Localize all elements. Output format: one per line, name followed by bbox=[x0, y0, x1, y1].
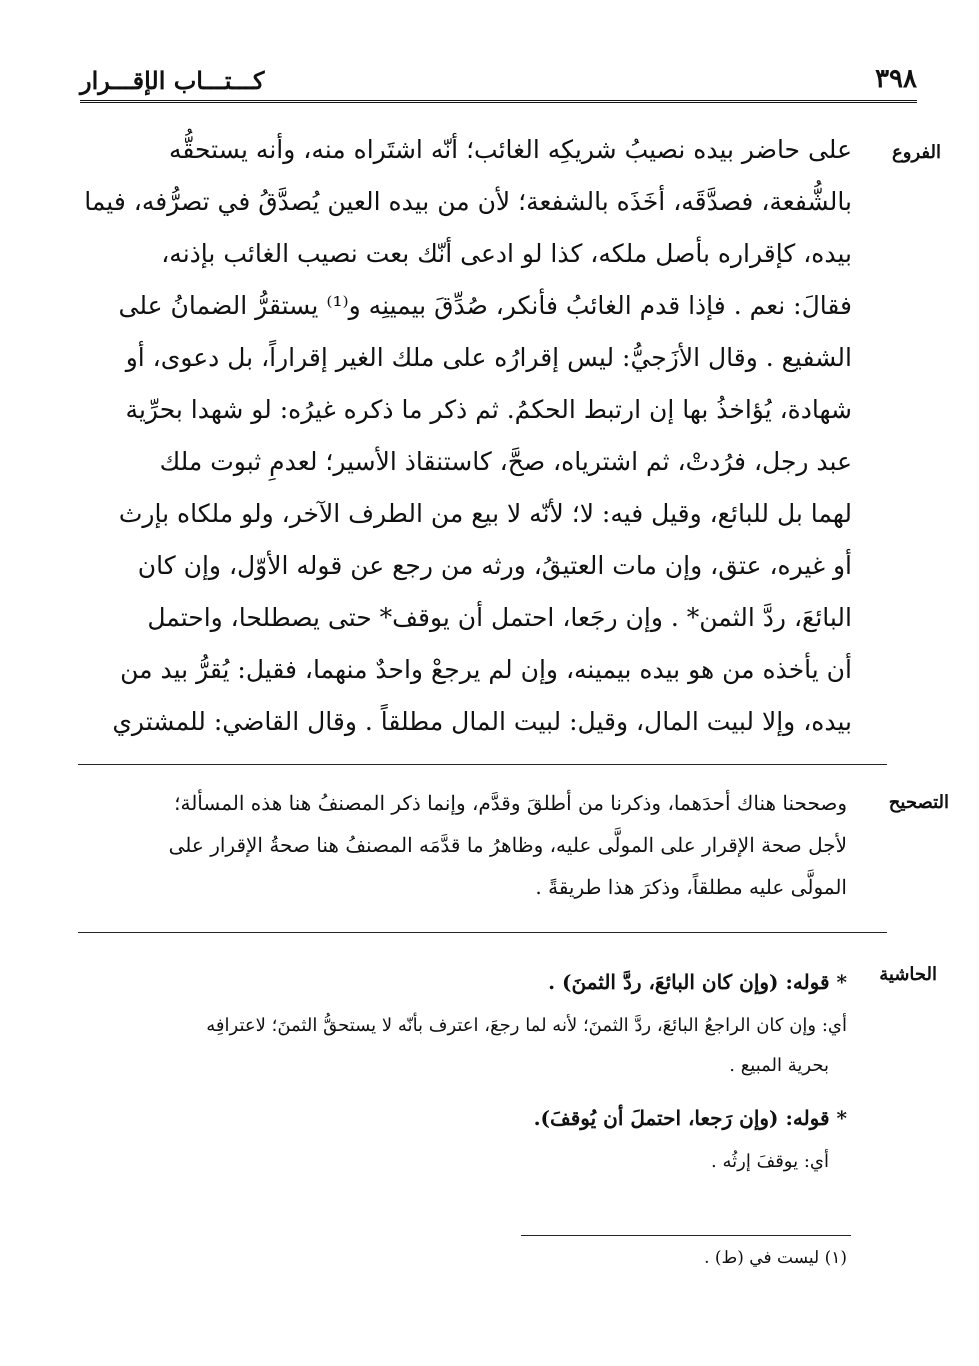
text-line: عبد رجل، فرُدتْ، ثم اشترياه، صحَّ، كاستنقاذ الأسير؛ لعدمِ ثبوت ملك bbox=[159, 447, 852, 476]
page-number: ٣٩٨ bbox=[875, 64, 917, 94]
gloss-heading: * قوله: (وإن كان البائعَ، ردَّ الثمنَ) . bbox=[548, 970, 847, 994]
text-line: وصححنا هناك أحدَهما، وذكرنا من أطلقَ وقدَّم، وإنما ذكر المصنفُ هنا هذه المسألة؛ bbox=[174, 791, 847, 815]
text-line: أن يأخذه من هو بيده بيمينه، وإن لم يرجعْ واحدٌ منهما، فقيل: يُقرُّ بيد من bbox=[120, 655, 852, 684]
text-line: المولَّى عليه مطلقاً، وذكرَ هذا طريقةً . bbox=[535, 875, 847, 899]
text-line: شهادة، يُؤاخذُ بها إن ارتبط الحكمُ. ثم ذكر ما ذكره غيرُه: لو شهدا بحرِّية bbox=[125, 395, 852, 424]
text-line: البائعَ، ردَّ الثمن* . وإن رجَعا، احتمل أن يوقف* حتى يصطلحا، واحتمل bbox=[147, 603, 852, 632]
section-label-tashih: التصحيح bbox=[888, 792, 949, 813]
text-line: لهما بل للبائع، وقيل فيه: لا؛ لأنّه لا بيع من الطرف الآخر، ولو ملكاه بإرث bbox=[118, 499, 852, 528]
text-line: بيده، كإقراره بأصل ملكه، كذا لو ادعى أنّك بعت نصيب الغائب بإذنه، bbox=[161, 239, 852, 268]
gloss-explanation: أي: وإن كان الراجعُ البائعَ، ردَّ الثمنَ؛ لأنه لما رجعَ، اعترف بأنّه لا يستحقُّ الثمنَ؛ لاعترافِه bbox=[206, 1015, 847, 1036]
text-line: على حاضر بيده نصيبُ شريكِه الغائب؛ أنّه اشتَراه منه، وأنه يستحقُّه bbox=[168, 135, 852, 164]
hashiya-text bbox=[78, 958, 847, 1182]
running-header bbox=[80, 58, 917, 102]
book-title: كـــتـــاب الإقـــرار bbox=[80, 66, 265, 95]
footnote-rule bbox=[521, 1235, 851, 1236]
gloss-explanation: بحرية المبيع . bbox=[729, 1055, 829, 1076]
section-label-furu: الفروع bbox=[892, 142, 941, 163]
text-line: أو غيره، عتق، وإن مات العتيقُ، ورثه من رجع عن قوله الأوّل، وإن كان bbox=[137, 551, 852, 580]
furu-text bbox=[78, 124, 852, 748]
text-line: الشفيع . وقال الأزَجيُّ: ليس إقرارُه على ملك الغير إقراراً، بل دعوى، أو bbox=[125, 343, 852, 372]
footnote: (١) ليست في (ط) . bbox=[704, 1248, 847, 1268]
tashih-text bbox=[78, 782, 847, 908]
text-line: بالشُّفعة، فصدَّقَه، أخَذَه بالشفعة؛ لأن من بيده العين يُصدَّقُ في تصرُّفه، فيما bbox=[84, 187, 852, 216]
gloss-explanation: أي: يوقفَ إرثُه . bbox=[711, 1151, 829, 1172]
text-line: فقالَ: نعم . فإذا قدم الغائبُ فأنكر، صُدِّقَ بيمينِه و⁽¹⁾ يستقرُّ الضمانُ على bbox=[118, 291, 852, 320]
header-rule bbox=[80, 100, 917, 106]
section-divider bbox=[78, 764, 887, 765]
section-divider bbox=[78, 932, 887, 933]
text-line: بيده، وإلا لبيت المال، وقيل: لبيت المال مطلقاً . وقال القاضي: للمشتري bbox=[112, 707, 852, 736]
section-label-hashiya: الحاشية bbox=[879, 964, 937, 985]
gloss-heading: * قوله: (وإن رَجعا، احتملَ أن يُوقفَ). bbox=[533, 1106, 847, 1130]
text-line: لأجل صحة الإقرار على المولَّى عليه، وظاهرُ ما قدَّمَه المصنفُ هنا صحةُ الإقرار على bbox=[168, 833, 847, 857]
